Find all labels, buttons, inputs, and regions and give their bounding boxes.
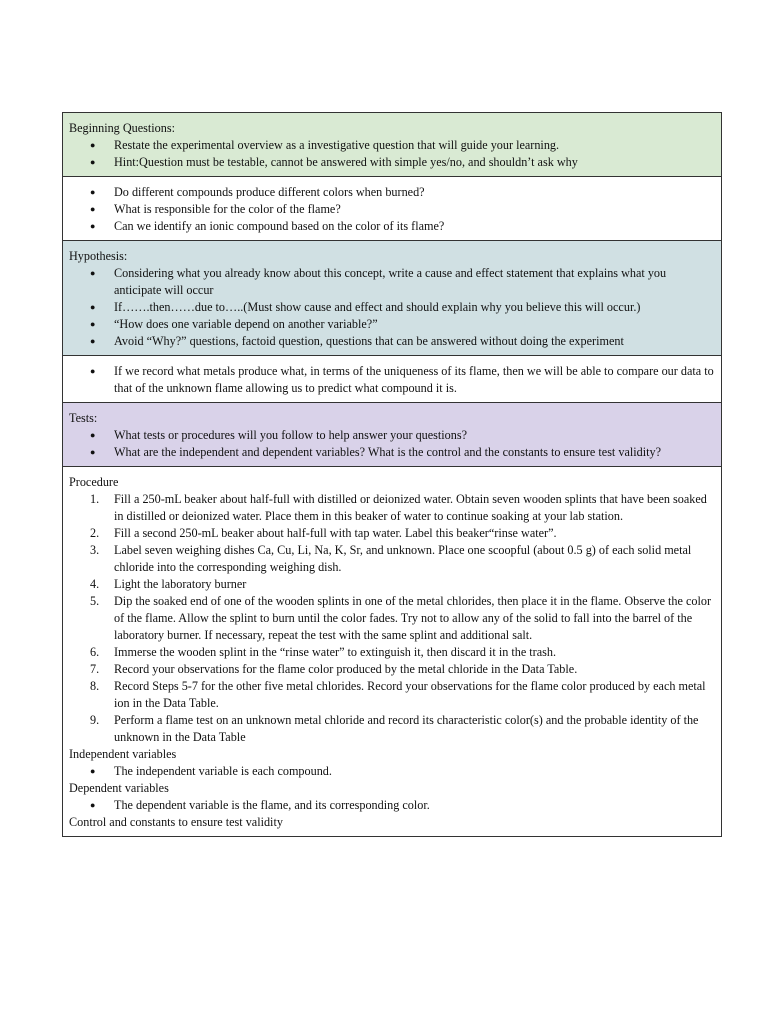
control-constants-heading: Control and constants to ensure test validity bbox=[69, 815, 283, 829]
step-number: 2. bbox=[90, 526, 100, 540]
list-item: ● If…….then……due to…..(Must show cause and effect and should explain why you believe this will occur.) bbox=[69, 299, 715, 316]
procedure-step bbox=[69, 678, 715, 712]
hypothesis-list bbox=[69, 265, 715, 350]
hypothesis-answer-list bbox=[69, 363, 715, 397]
procedure-heading: Procedure bbox=[69, 475, 119, 489]
procedure-step bbox=[69, 525, 715, 542]
procedure-steps bbox=[69, 491, 715, 746]
hypothesis-section bbox=[63, 240, 721, 355]
dependent-variables-list bbox=[69, 797, 715, 814]
list-item: ● Hint:Question must be testable, cannot be answered with simple yes/no, and shouldn’t ask why bbox=[69, 154, 715, 171]
procedure-step bbox=[69, 576, 715, 593]
step-number: 8. bbox=[90, 679, 100, 693]
list-item: ● Avoid “Why?” questions, factoid question, questions that can be answered without doing the experiment bbox=[69, 333, 715, 350]
step-text: Dip the soaked end of one of the wooden splints in one of the metal chlorides, then place it in the flame. Observe the color of the flame. Allow the splint to burn until the color fades. Try not to allow any of the solid to fall into the barrel of the laboratory burner. If necessary, repeat the test with the same splint and additional salt. bbox=[114, 594, 712, 642]
lab-report-table bbox=[62, 112, 722, 837]
step-number: 3. bbox=[90, 543, 100, 557]
beginning-questions-section bbox=[63, 113, 721, 176]
step-text: Record your observations for the flame color produced by the metal chloride in the Data Table. bbox=[114, 662, 578, 676]
independent-variables-heading: Independent variables bbox=[69, 747, 177, 761]
list-item: ● What is responsible for the color of the flame? bbox=[69, 201, 715, 218]
procedure-step bbox=[69, 593, 715, 644]
tests-list bbox=[69, 427, 715, 461]
list-item: ● What tests or procedures will you follow to help answer your questions? bbox=[69, 427, 715, 444]
independent-variables-list bbox=[69, 763, 715, 780]
procedure-step bbox=[69, 712, 715, 746]
questions-answer-list bbox=[69, 184, 715, 235]
procedure-step bbox=[69, 661, 715, 678]
list-item: ● Do different compounds produce different colors when burned? bbox=[69, 184, 715, 201]
step-text: Record Steps 5-7 for the other five metal chlorides. Record your observations for the flame color produced by each metal ion in the Data Table. bbox=[114, 679, 706, 710]
procedure-step bbox=[69, 644, 715, 661]
tests-section bbox=[63, 402, 721, 466]
step-text: Fill a 250-mL beaker about half-full with distilled or deionized water. Obtain seven wooden splints that have been soaked in distilled or deionized water. Place them in this beaker of water to continue soaking at your lab station. bbox=[114, 492, 707, 523]
procedure-section bbox=[63, 466, 721, 836]
questions-answer-section bbox=[63, 176, 721, 240]
list-item: ● Can we identify an ionic compound based on the color of its flame? bbox=[69, 218, 715, 235]
dependent-variables-heading: Dependent variables bbox=[69, 781, 169, 795]
step-number: 4. bbox=[90, 577, 100, 591]
step-number: 9. bbox=[90, 713, 100, 727]
step-number: 1. bbox=[90, 492, 100, 506]
list-item: ● If we record what metals produce what, in terms of the uniqueness of its flame, then we will be able to compare our data to that of the unknown flame allowing us to predict what compound it is. bbox=[69, 363, 715, 397]
list-item: ● What are the independent and dependent variables? What is the control and the constants to ensure test validity? bbox=[69, 444, 715, 461]
procedure-step bbox=[69, 542, 715, 576]
step-number: 6. bbox=[90, 645, 100, 659]
list-item: ● The dependent variable is the flame, and its corresponding color. bbox=[69, 797, 715, 814]
tests-heading: Tests: bbox=[69, 411, 98, 425]
step-text: Fill a second 250-mL beaker about half-full with tap water. Label this beaker“rinse water”. bbox=[114, 526, 557, 540]
list-item: ● “How does one variable depend on another variable?” bbox=[69, 316, 715, 333]
beginning-questions-list bbox=[69, 137, 715, 171]
step-number: 7. bbox=[90, 662, 100, 676]
step-text: Immerse the wooden splint in the “rinse water” to extinguish it, then discard it in the trash. bbox=[114, 645, 557, 659]
list-item: ● The independent variable is each compound. bbox=[69, 763, 715, 780]
step-number: 5. bbox=[90, 594, 100, 608]
step-text: Light the laboratory burner bbox=[114, 577, 247, 591]
list-item: ● Restate the experimental overview as a investigative question that will guide your learning. bbox=[69, 137, 715, 154]
beginning-questions-heading: Beginning Questions: bbox=[69, 121, 175, 135]
step-text: Label seven weighing dishes Ca, Cu, Li, Na, K, Sr, and unknown. Place one scoopful (about 0.5 g) of each solid metal chloride into the corresponding weighing dish. bbox=[114, 543, 692, 574]
list-item: ● Considering what you already know about this concept, write a cause and effect statement that explains what you anticipate will occur bbox=[69, 265, 715, 299]
step-text: Perform a flame test on an unknown metal chloride and record its characteristic color(s) and the probable identity of the unknown in the Data Table bbox=[114, 713, 699, 744]
procedure-step bbox=[69, 491, 715, 525]
hypothesis-answer-section bbox=[63, 355, 721, 402]
hypothesis-heading: Hypothesis: bbox=[69, 249, 128, 263]
